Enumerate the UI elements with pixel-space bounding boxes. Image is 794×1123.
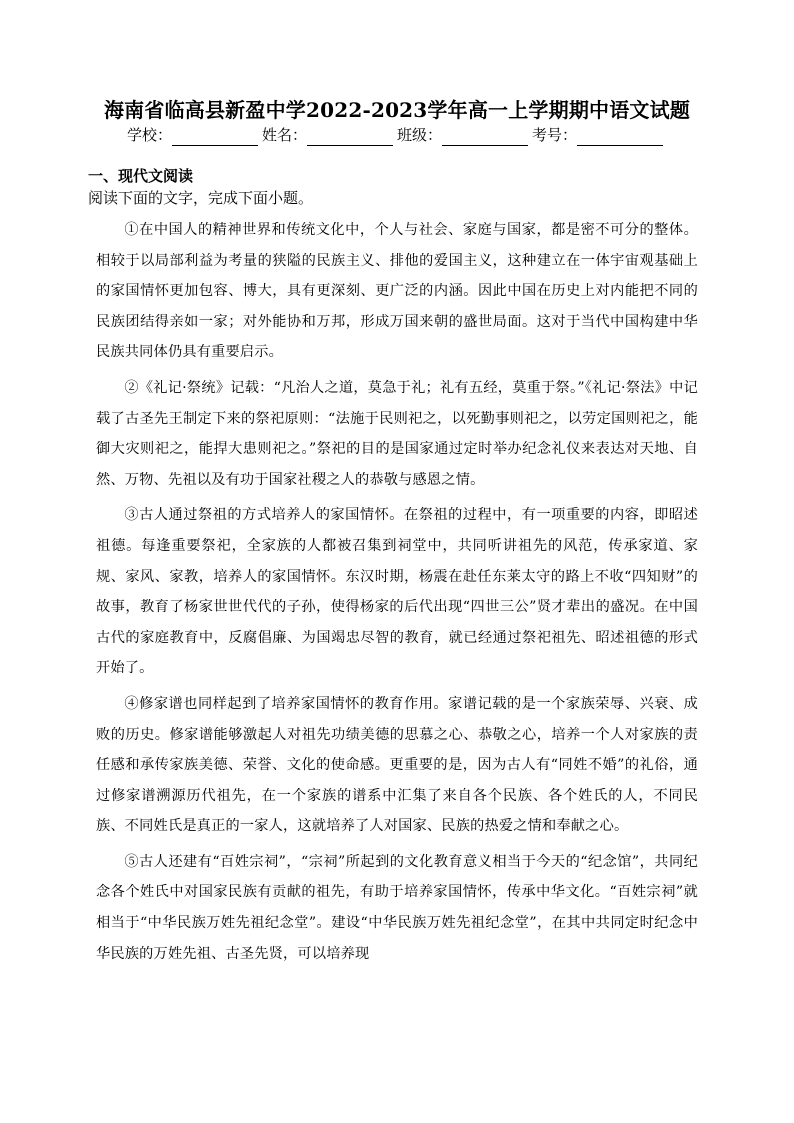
name-field [262,124,397,146]
exam-number-label: 考号： [532,126,578,144]
school-blank [172,127,258,146]
class-blank [442,127,528,146]
school-field [127,124,262,146]
paragraph-3: ③古人通过祭祖的方式培养人的家国情怀。在祭祖的过程中，有一项重要的内容，即昭述祖德。每逢重要祭祀，全家族的人都被召集到祠堂中，共同听讲祖先的风范，传承家道、家规、家风、家教，培养人的家国情怀。东汉时期，杨震在赴任东莱太守的路上不收“四知财”的故事，教育了杨家世世代代的子孙，使得杨家的后代出现“四世三公”贤才辈出的盛况。在中国古代的家庭教育中，反腐倡廉、为国竭忠尽智的教育，就已经通过祭祀祖先、昭述祖德的形式开始了。 [96,507,698,677]
school-label: 学校： [126,126,172,144]
student-info-line [0,124,794,146]
name-label: 姓名： [261,126,307,144]
class-field [397,124,532,146]
paragraph-4: ④修家谱也同样起到了培养家国情怀的教育作用。家谱记载的是一个家族荣辱、兴衰、成败的历史。修家谱能够激起人对祖先功绩美德的思慕之心、恭敬之心，培养一个人对家族的责任感和承传家族美德、荣誉、文化的使命感。更重要的是，因为古人有“同姓不婚”的礼俗，通过修家谱溯源历代祖先，在一个家族的谱系中汇集了来自各个民族、各个姓氏的人，不同民族、不同姓氏是真正的一家人，这就培养了人对国家、民族的热爱之情和奉献之心。 [96,695,698,835]
class-label: 班级： [397,126,443,144]
reading-instruction: 阅读下面的文字，完成下面小题。 [88,189,314,207]
name-blank [307,127,393,146]
exam-title: 海南省临高县新盈中学2022-2023学年高一上学期期中语文试题 [103,98,691,122]
paragraph-2: ②《礼记·祭统》记载：“凡治人之道，莫急于礼；礼有五经，莫重于祭。”《礼记·祭法》中记载了古圣先王制定下来的祭祀原则：“法施于民则祀之，以死勤事则祀之，以劳定国则祀之，能御大灾则祀之，能捍大患则祀之。”祭祀的目的是国家通过定时举办纪念礼仪来表达对天地、自然、万物、先祖以及有功于国家社稷之人的恭敬与感恩之情。 [96,379,698,488]
exam-number-field [532,124,667,146]
paragraph-1: ①在中国人的精神世界和传统文化中，个人与社会、家庭与国家，都是密不可分的整体。相较于以局部利益为考量的狭隘的民族主义、排他的爱国主义，这种建立在一体宇宙观基础上的家国情怀更加包容、博大，具有更深刻、更广泛的内涵。因此中国在历史上对内能把不同的民族团结得亲如一家；对外能协和万邦，形成万国来朝的盛世局面。这对于当代中国构建中华民族共同体仍具有重要启示。 [96,222,698,361]
exam-number-blank [577,127,663,146]
paragraph-5: ⑤古人还建有“百姓宗祠”，“宗祠”所起到的文化教育意义相当于今天的“纪念馆”，共同纪念各个姓氏中对国家民族有贡献的祖先，有助于培养家国情怀，传承中华文化。“百姓宗祠”就相当于“中华民族万姓先祖纪念堂”。建设“中华民族万姓先祖纪念堂”，在其中共同定时纪念中华民族的万姓先祖、古圣先贤，可以培养现 [96,853,698,962]
section-heading: 一、现代文阅读 [88,167,194,185]
reading-passage [96,215,698,974]
